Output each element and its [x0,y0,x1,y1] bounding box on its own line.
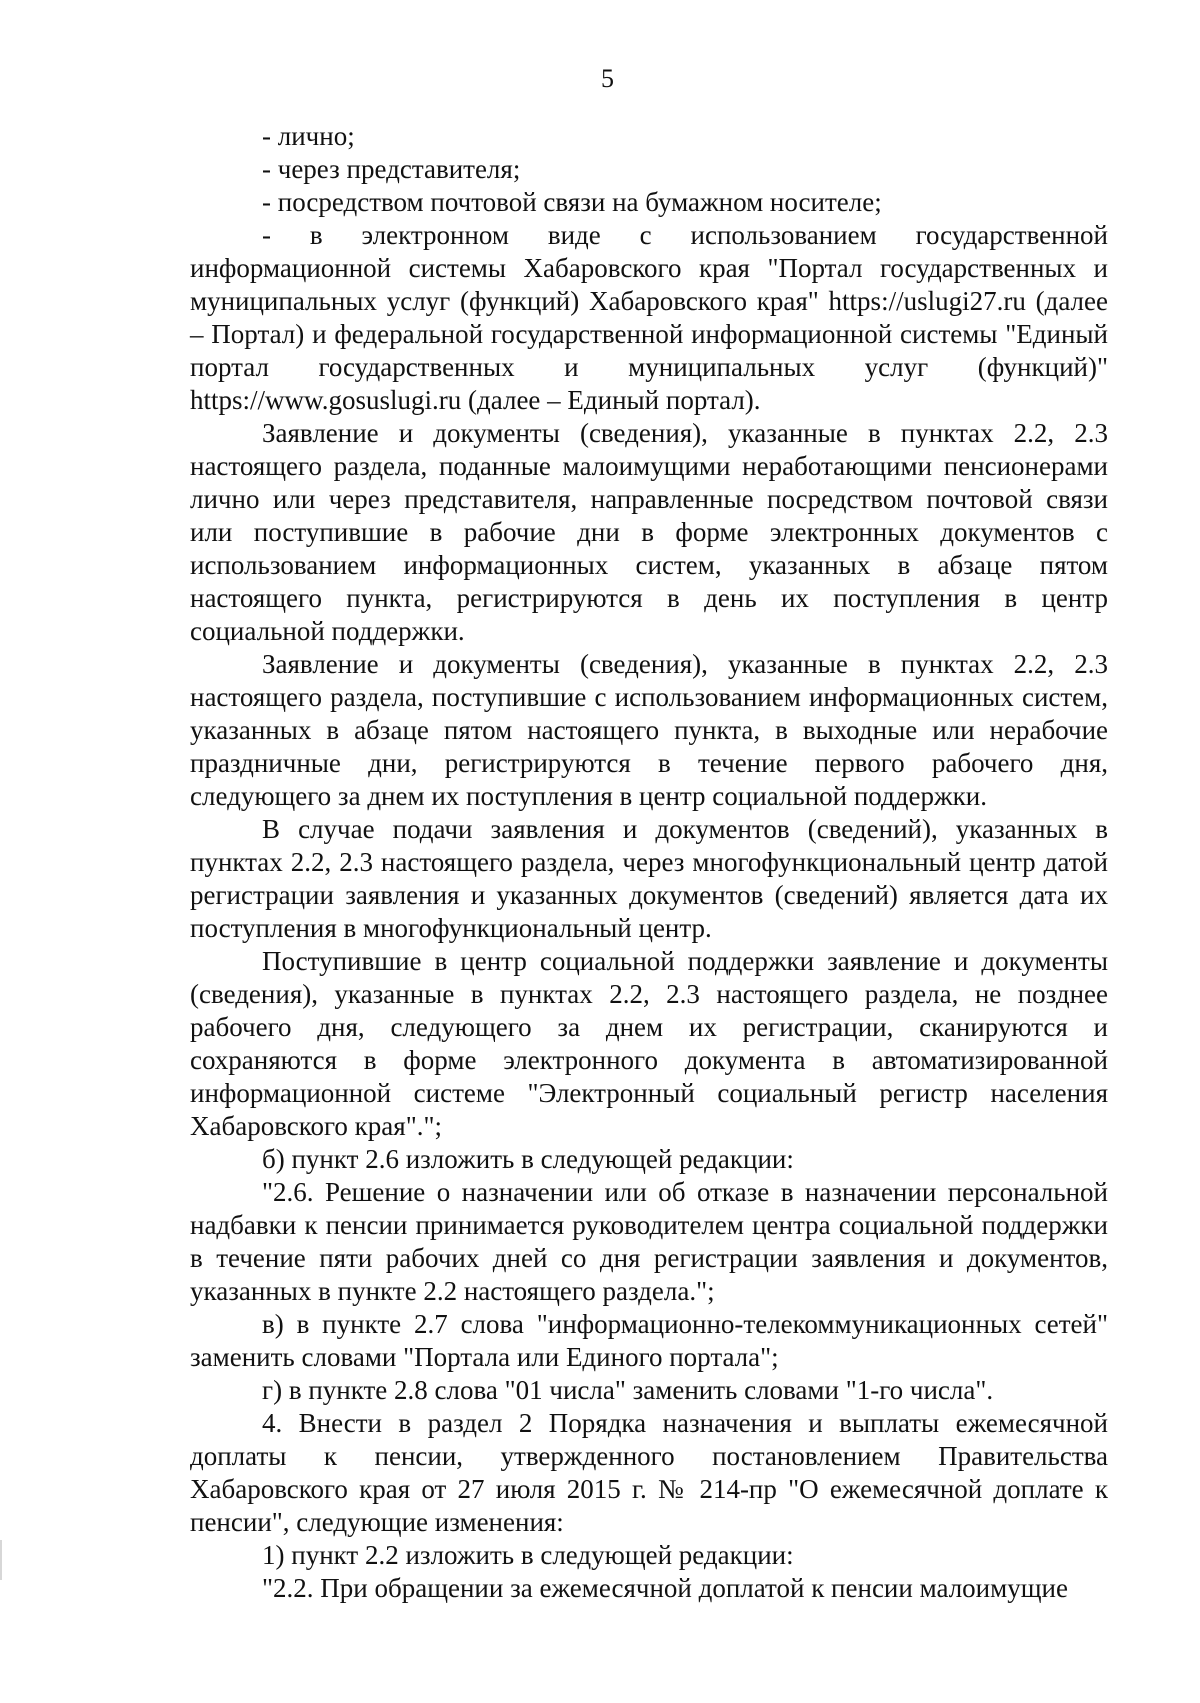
paragraph-10: "2.6. Решение о назначении или об отказе в назначении персональной надбавки к пенсии принимается руководителем центра социальной поддержки в течение пяти рабочих дней со дня регистрации заявления и документов, указанных в пункте 2.2 настоящего раздела."; [190,1177,1108,1306]
document-body [190,120,1108,1605]
paragraph-4: - в электронном виде с использованием государственной информационной системы Хабаровского края "Портал государственных и муниципальных услуг (функций) Хабаровского края" https://uslugi27.ru (далее – Портал) и федеральной государственной информационной системы "Единый портал государственных и муниципальных услуг (функций)" https://www.gosuslugi.ru (далее – Единый портал). [190,220,1108,415]
paragraph-9: б) пункт 2.6 изложить в следующей редакции: [262,1144,794,1174]
paragraph-12: г) в пункте 2.8 слова "01 числа" заменить словами "1-го числа". [262,1375,994,1405]
paragraph-7: В случае подачи заявления и документов (сведений), указанных в пунктах 2.2, 2.3 настоящего раздела, через многофункциональный центр датой регистрации заявления и указанных документов (сведений) является дата их поступления в многофункциональный центр. [190,814,1108,943]
paragraph-14: 1) пункт 2.2 изложить в следующей редакции: [262,1540,794,1570]
paragraph-8: Поступившие в центр социальной поддержки заявление и документы (сведения), указанные в пунктах 2.2, 2.3 настоящего раздела, не позднее рабочего дня, следующего за днем их регистрации, сканируются и сохраняются в форме электронного документа в автоматизированной информационной системе "Электронный социальный регистр населения Хабаровского края"."; [190,946,1108,1141]
page-number: 5 [601,64,614,93]
paragraph-3: - посредством почтовой связи на бумажном носителе; [262,187,882,217]
paragraph-15: "2.2. При обращении за ежемесячной доплатой к пенсии малоимущие [262,1573,1068,1603]
paragraph-1: - лично; [262,121,355,151]
paragraph-2: - через представителя; [262,154,521,184]
paragraph-11: в) в пункте 2.7 слова "информационно-телекоммуникационных сетей" заменить словами "Портала или Единого портала"; [190,1309,1108,1372]
paragraph-6: Заявление и документы (сведения), указанные в пунктах 2.2, 2.3 настоящего раздела, поступившие с использованием информационных систем, указанных в абзаце пятом настоящего пункта, в выходные или нерабочие праздничные дни, регистрируются в течение первого рабочего дня, следующего за днем их поступления в центр социальной поддержки. [190,649,1108,811]
paragraph-5: Заявление и документы (сведения), указанные в пунктах 2.2, 2.3 настоящего раздела, поданные малоимущими неработающими пенсионерами лично или через представителя, направленные посредством почтовой связи или поступившие в рабочие дни в форме электронных документов с использованием информационных систем, указанных в абзаце пятом настоящего пункта, регистрируются в день их поступления в центр социальной поддержки. [190,418,1108,646]
scan-edge-mark [0,1540,2,1580]
paragraph-13: 4. Внести в раздел 2 Порядка назначения и выплаты ежемесячной доплаты к пенсии, утвержденного постановлением Правительства Хабаровского края от 27 июля 2015 г. № 214-пр "О ежемесячной доплате к пенсии", следующие изменения: [190,1408,1108,1537]
